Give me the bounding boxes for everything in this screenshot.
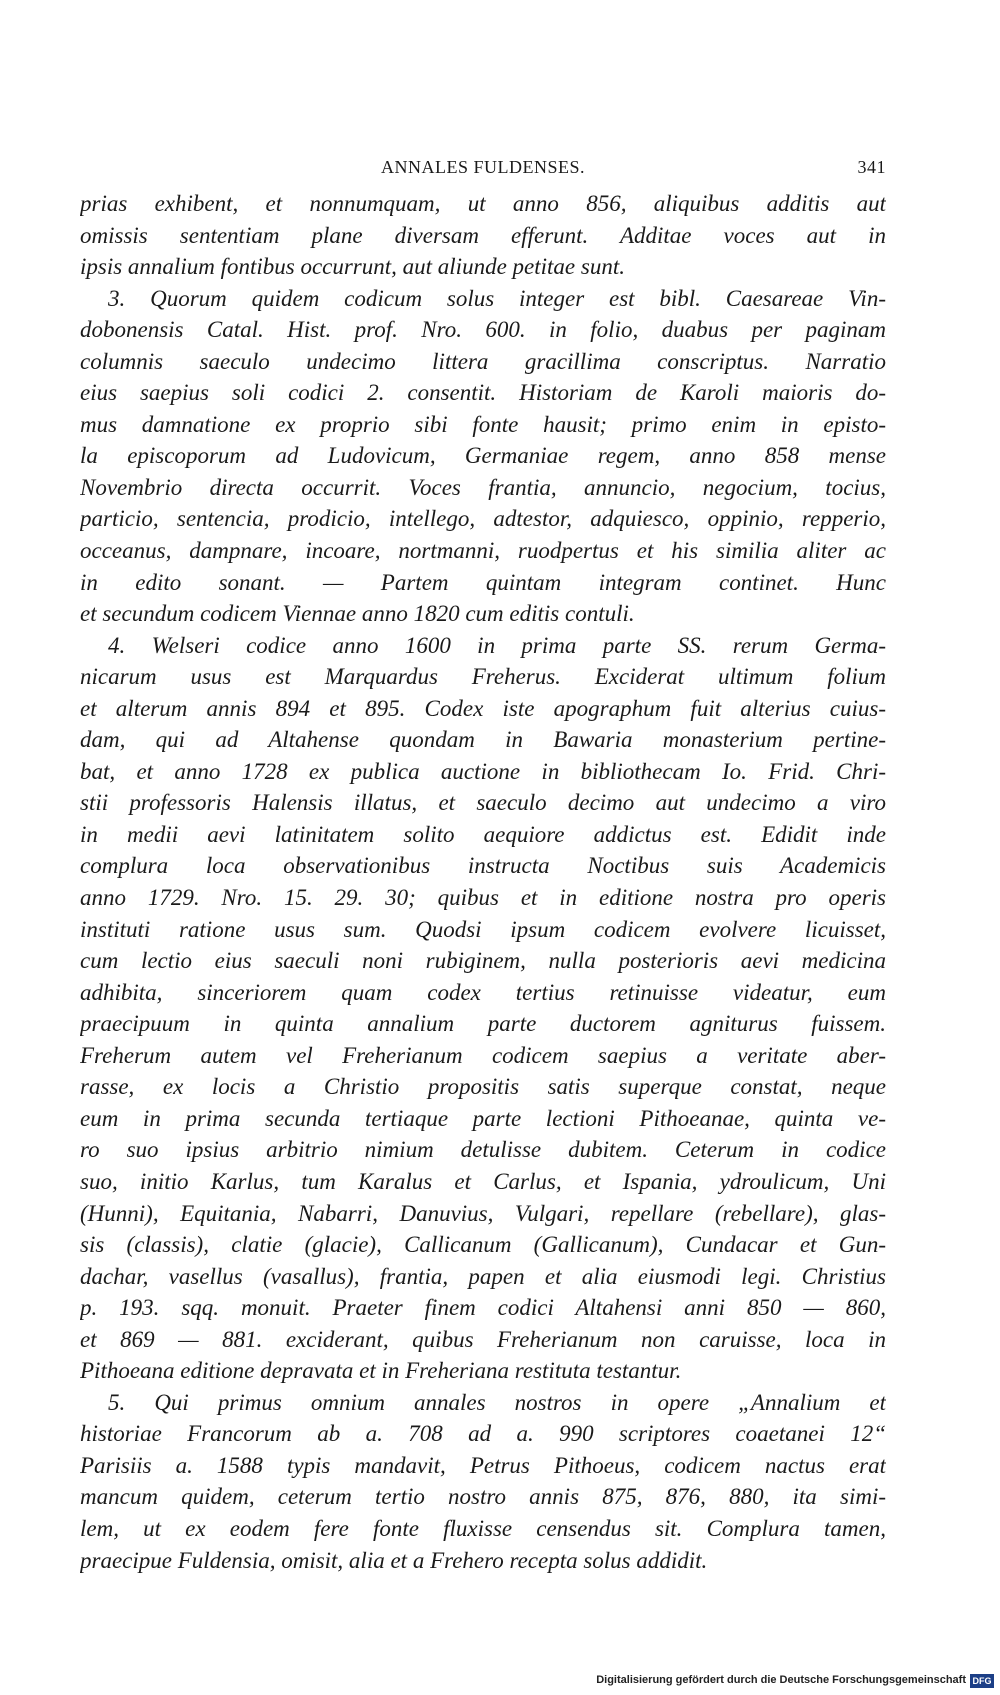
text-line: rasse, ex locis a Christio propositis satis superque constat, neque bbox=[80, 1074, 886, 1100]
running-head bbox=[80, 157, 886, 183]
text-line: Parisiis a. 1588 typis mandavit, Petrus Pithoeus, codicem nactus erat bbox=[80, 1452, 886, 1478]
text-line: mus damnatione ex proprio sibi fonte hausit; primo enim in episto- bbox=[80, 411, 886, 437]
text-line: et 869 — 881. exciderant, quibus Freherianum non caruisse, loca in bbox=[80, 1326, 886, 1352]
text-line: ipsis annalium fontibus occurrunt, aut aliunde petitae sunt. bbox=[80, 254, 625, 280]
text-line: columnis saeculo undecimo littera gracillima conscriptus. Narratio bbox=[80, 348, 886, 374]
dfg-logo-icon: DFG bbox=[970, 1674, 994, 1688]
text-line: eius saepius soli codici 2. consentit. Historiam de Karoli maioris do- bbox=[80, 380, 886, 406]
text-line: 4. Welseri codice anno 1600 in prima parte SS. rerum Germa- bbox=[108, 632, 886, 658]
text-line: omissis sententiam plane diversam efferunt. Additae voces aut in bbox=[80, 222, 886, 248]
text-line: praecipue Fuldensia, omisit, alia et a Frehero recepta solus addidit. bbox=[80, 1547, 708, 1573]
text-line: Freherum autem vel Freherianum codicem saepius a veritate aber- bbox=[80, 1042, 886, 1068]
text-line: 3. Quorum quidem codicum solus integer est bibl. Caesareae Vin- bbox=[108, 285, 886, 311]
text-line: ro suo ipsius arbitrio nimium detulisse dubitem. Ceterum in codice bbox=[80, 1137, 886, 1163]
text-line: dachar, vasellus (vasallus), frantia, papen et alia eiusmodi legi. Christius bbox=[80, 1263, 886, 1289]
text-line: occeanus, dampnare, incoare, nortmanni, ruodpertus et his similia aliter ac bbox=[80, 538, 886, 564]
text-line: la episcoporum ad Ludovicum, Germaniae regem, anno 858 mense bbox=[80, 443, 886, 469]
text-line: p. 193. sqq. monuit. Praeter finem codici Altahensi anni 850 — 860, bbox=[80, 1295, 886, 1321]
text-line: sis (classis), clatie (glacie), Callicanum (Gallicanum), Cundacar et Gun- bbox=[80, 1232, 886, 1258]
text-line: historiae Francorum ab a. 708 ad a. 990 scriptores coaetanei 12“ bbox=[80, 1421, 886, 1447]
text-line: suo, initio Karlus, tum Karalus et Carlus, et Ispania, ydroulicum, Uni bbox=[80, 1168, 886, 1194]
text-line: et secundum codicem Viennae anno 1820 cum editis contuli. bbox=[80, 601, 635, 627]
text-line: complura loca observationibus instructa Noctibus suis Academicis bbox=[80, 853, 886, 879]
text-line: praecipuum in quinta annalium parte ductorem agniturus fuissem. bbox=[80, 1011, 886, 1037]
text-line: Pithoeana editione depravata et in Freheriana restituta testantur. bbox=[80, 1358, 682, 1384]
text-line: eum in prima secunda tertiaque parte lectioni Pithoeanae, quinta ve- bbox=[80, 1105, 886, 1131]
text-line: (Hunni), Equitania, Nabarri, Danuvius, Vulgari, repellare (rebellare), glas- bbox=[80, 1200, 886, 1226]
text-line: mancum quidem, ceterum tertio nostro annis 875, 876, 880, ita simi- bbox=[80, 1484, 886, 1510]
text-line: Novembrio directa occurrit. Voces frantia, annuncio, negocium, tocius, bbox=[80, 474, 886, 500]
text-line: dam, qui ad Altahense quondam in Bawaria monasterium pertine- bbox=[80, 727, 886, 753]
text-line: particio, sentencia, prodicio, intellego, adtestor, adquiesco, oppinio, repperio, bbox=[80, 506, 886, 532]
text-line: cum lectio eius saeculi noni rubiginem, nulla posterioris aevi medicina bbox=[80, 948, 886, 974]
body-text bbox=[80, 188, 886, 1576]
text-line: bat, et anno 1728 ex publica auctione in bibliothecam Io. Frid. Chri- bbox=[80, 758, 886, 784]
text-line: in edito sonant. — Partem quintam integram continet. Hunc bbox=[80, 569, 886, 595]
text-line: et alterum annis 894 et 895. Codex iste apographum fuit alterius cuius- bbox=[80, 695, 886, 721]
text-line: in medii aevi latinitatem solito aequiore addictus est. Edidit inde bbox=[80, 821, 886, 847]
text-line: dobonensis Catal. Hist. prof. Nro. 600. in folio, duabus per paginam bbox=[80, 317, 886, 343]
text-line: lem, ut ex eodem fere fonte fluxisse censendus sit. Complura tamen, bbox=[80, 1515, 886, 1541]
text-line: adhibita, sinceriorem quam codex tertius retinuisse videatur, eum bbox=[80, 979, 886, 1005]
text-line: stii professoris Halensis illatus, et saeculo decimo aut undecimo a viro bbox=[80, 790, 886, 816]
digitization-footer bbox=[560, 1672, 1000, 1692]
page-number: 341 bbox=[857, 157, 886, 177]
funding-credit: Digitalisierung gefördert durch die Deutsche Forschungsgemeinschaft bbox=[596, 1674, 966, 1686]
text-line: anno 1729. Nro. 15. 29. 30; quibus et in editione nostra pro operis bbox=[80, 885, 886, 911]
text-line: prias exhibent, et nonnumquam, ut anno 856, aliquibus additis aut bbox=[80, 191, 886, 216]
text-line: 5. Qui primus omnium annales nostros in opere „Annalium et bbox=[108, 1389, 886, 1415]
text-line: nicarum usus est Marquardus Freherus. Exciderat ultimum folium bbox=[80, 664, 886, 690]
text-line: instituti ratione usus sum. Quodsi ipsum codicem evolvere licuisset, bbox=[80, 916, 886, 942]
running-title: ANNALES FULDENSES. bbox=[380, 157, 585, 177]
